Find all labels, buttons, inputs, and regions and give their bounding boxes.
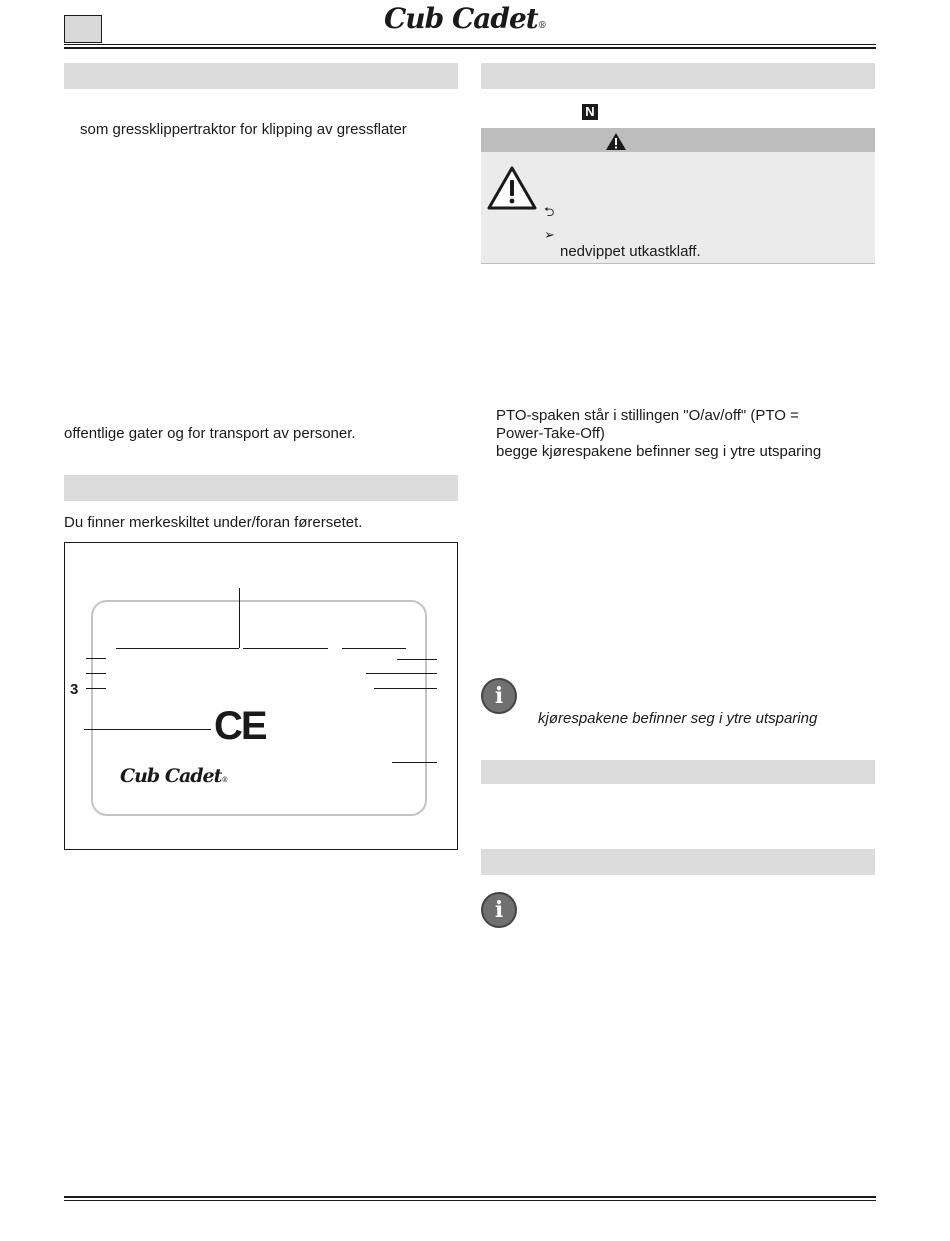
footer-rule (64, 1200, 876, 1201)
callout-number: 3 (70, 681, 79, 698)
warning-triangle-icon (486, 165, 538, 211)
info-icon: i (481, 892, 517, 928)
callout-line (243, 648, 328, 649)
section-heading-bar (64, 475, 458, 501)
intended-use-text: som gressklippertraktor for klipping av gressflater (80, 121, 407, 138)
callout-line (374, 688, 437, 689)
footer-rule-thick (64, 1196, 876, 1198)
section-heading-bar (64, 63, 458, 89)
warning-header-bar (481, 128, 875, 152)
ce-mark: CE (214, 704, 266, 748)
info-note-text: kjørespakene befinner seg i ytre utsparing (538, 710, 818, 727)
callout-line (397, 659, 437, 660)
callout-line (342, 648, 406, 649)
callout-line (86, 673, 106, 674)
neutral-badge: N (582, 104, 598, 120)
warning-bullet-icon: ⮌ (544, 204, 555, 219)
warning-text: nedvippet utkastklaff. (560, 243, 701, 260)
pto-condition-text: PTO-spaken står i stillingen "O/av/off" (PTO = (496, 407, 799, 424)
nameplate-brand-logo: Cub Cadet® (120, 765, 228, 787)
info-icon: i (481, 678, 517, 714)
callout-line (84, 729, 211, 730)
callout-line (86, 658, 106, 659)
callout-line (239, 588, 240, 648)
levers-condition-text: begge kjørespakene befinner seg i ytre utsparing (496, 443, 822, 460)
warning-arrow-icon: ➢ (544, 227, 555, 242)
page-number-box (64, 15, 102, 43)
header-rule (64, 44, 876, 45)
callout-line (86, 688, 106, 689)
section-heading-bar (481, 760, 875, 784)
header-rule-thick (64, 47, 876, 49)
warning-triangle-icon (605, 132, 627, 151)
section-heading-bar (481, 63, 875, 89)
pto-condition-text-cont: Power-Take-Off) (496, 425, 605, 442)
callout-line (116, 648, 239, 649)
nameplate-location-text: Du finner merkeskiltet under/foran førersetet. (64, 514, 363, 531)
callout-line (392, 762, 437, 763)
prohibited-use-text: offentlige gater og for transport av personer. (64, 425, 356, 442)
brand-logo: Cub Cadet® (384, 2, 546, 35)
section-heading-bar (481, 849, 875, 875)
callout-line (366, 673, 437, 674)
